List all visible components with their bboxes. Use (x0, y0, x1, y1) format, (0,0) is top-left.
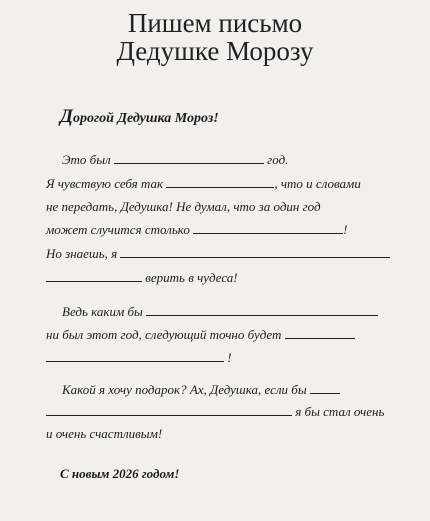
para3-text-b: я бы стал очень (295, 404, 385, 419)
para3-line3: и очень счастливым! (46, 426, 163, 441)
blank-feeling[interactable] (166, 176, 274, 188)
para2-line2 (46, 327, 355, 343)
para1-text-a: Это был (62, 152, 111, 167)
para1-text-g: Но знаешь, я (46, 246, 118, 261)
para1-text-d: , что и словами (274, 176, 361, 191)
para3-line2 (46, 404, 384, 420)
closing-text: С новым 2026 годом! (60, 466, 180, 481)
para2-text-c: ! (227, 350, 232, 365)
blank-gift[interactable] (310, 382, 340, 394)
para3-text-a: Какой я хочу подарок? Ах, Дедушка, если бы (62, 382, 307, 397)
greeting-text: орогой Дедушка Мороз! (72, 111, 219, 126)
page-title-line-1: Пишем письмо (127, 8, 303, 38)
blank-still[interactable] (120, 246, 390, 258)
para2-text-b: ни был этот год, следующий точно будет (46, 327, 282, 342)
para1-text-h: верить в чудеса! (145, 270, 238, 285)
para1-line4 (46, 222, 347, 238)
para2-line3 (46, 350, 232, 366)
blank-next-year[interactable] (285, 327, 355, 339)
para1-text-b: год. (267, 152, 289, 167)
blank-next-year-2[interactable] (46, 350, 224, 362)
greeting-initial: Д (60, 106, 73, 127)
para1-line6 (46, 270, 238, 286)
para1-line2 (46, 176, 361, 192)
blank-continue[interactable] (46, 270, 142, 282)
para2-text-a: Ведь каким бы (62, 304, 143, 319)
para1-text-f: ! (343, 222, 348, 237)
para1-line3: не передать, Дедушка! Не думал, что за один год (46, 199, 321, 214)
blank-year[interactable] (114, 152, 264, 164)
page-title-line-2: Дедушке Морозу (116, 36, 314, 66)
para1-line1 (62, 152, 288, 168)
para1-text-c: Я чувствую себя так (46, 176, 164, 191)
blank-kind-of-year[interactable] (146, 304, 378, 316)
blank-events[interactable] (193, 222, 343, 234)
para3-line1 (62, 382, 340, 398)
para2-line1 (62, 304, 378, 320)
para1-line5 (46, 246, 390, 262)
blank-gift-2[interactable] (46, 404, 292, 416)
greeting (60, 106, 219, 128)
para1-text-e: может случится столько (46, 222, 190, 237)
